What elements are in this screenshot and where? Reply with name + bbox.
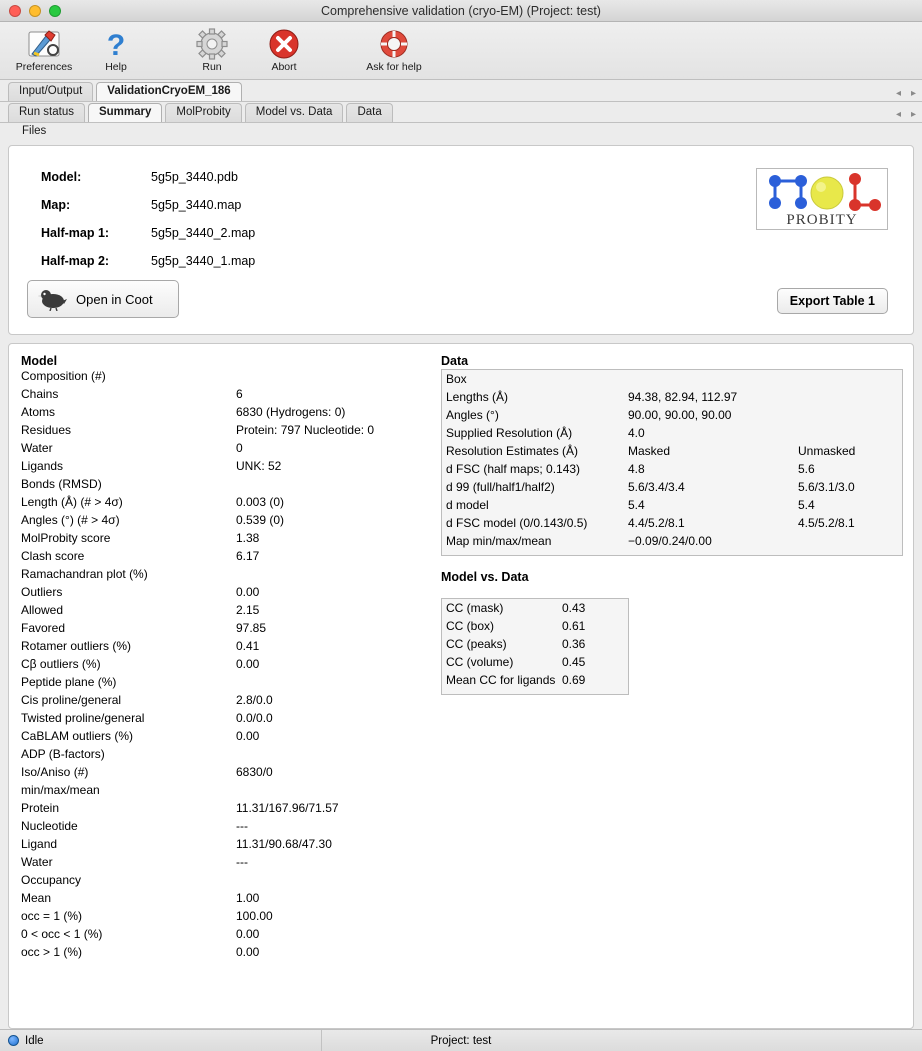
table-row bbox=[21, 603, 431, 621]
row-label: Iso/Aniso (#) bbox=[21, 765, 89, 779]
coot-bird-icon bbox=[38, 287, 68, 311]
row-label: Ligand bbox=[21, 837, 58, 851]
row-value: 0.61 bbox=[562, 619, 586, 633]
row-value: 1.38 bbox=[236, 531, 260, 545]
half-map-1-label: Half-map 1: bbox=[41, 226, 110, 240]
open-in-coot-button[interactable] bbox=[27, 280, 179, 318]
row-label: Mean bbox=[21, 891, 52, 905]
primary-tab-scroll[interactable] bbox=[896, 88, 916, 99]
map-label: Map: bbox=[41, 198, 71, 212]
row-value2: Unmasked bbox=[798, 444, 856, 458]
row-label: Chains bbox=[21, 387, 59, 401]
table-row bbox=[21, 585, 431, 603]
status-bar bbox=[0, 1029, 922, 1051]
table-row bbox=[21, 405, 431, 423]
table-row bbox=[21, 423, 431, 441]
model-vs-data-table bbox=[446, 601, 624, 691]
help-icon bbox=[80, 26, 152, 62]
table-row bbox=[21, 369, 431, 387]
table-row bbox=[446, 408, 898, 426]
table-row bbox=[446, 444, 898, 462]
row-value: 5.6/3.4/3.4 bbox=[628, 480, 685, 494]
help-button[interactable] bbox=[80, 24, 152, 73]
row-value2 bbox=[798, 372, 898, 390]
table-row bbox=[446, 637, 624, 655]
table-row bbox=[21, 693, 431, 711]
scroll-left-icon[interactable]: ◂ bbox=[895, 109, 901, 120]
close-window-button[interactable] bbox=[9, 5, 21, 17]
zoom-window-button[interactable] bbox=[49, 5, 61, 17]
run-label: Run bbox=[202, 61, 222, 73]
table-row bbox=[446, 372, 898, 390]
row-value: 0.00 bbox=[236, 945, 260, 959]
row-label: Angles (°) bbox=[446, 408, 499, 422]
table-row bbox=[21, 909, 431, 927]
table-row bbox=[21, 819, 431, 837]
table-row bbox=[446, 655, 624, 673]
row-label: CC (box) bbox=[446, 619, 495, 633]
table-row bbox=[41, 254, 255, 280]
preferences-icon bbox=[8, 26, 80, 62]
row-value: 5.4 bbox=[628, 498, 645, 512]
row-value bbox=[236, 747, 431, 765]
table-row bbox=[21, 459, 431, 477]
export-table-button[interactable]: Export Table 1 bbox=[777, 288, 888, 314]
row-label: Resolution Estimates (Å) bbox=[446, 444, 579, 458]
row-value bbox=[628, 372, 798, 390]
status-divider bbox=[321, 1030, 322, 1051]
table-row bbox=[21, 891, 431, 909]
tab-summary[interactable]: Summary bbox=[88, 103, 162, 122]
table-row bbox=[21, 837, 431, 855]
svg-text:?: ? bbox=[106, 29, 126, 61]
row-label: Water bbox=[21, 441, 53, 455]
table-row bbox=[21, 873, 431, 891]
row-value2: 4.5/5.2/8.1 bbox=[798, 516, 855, 530]
row-value: 0.00 bbox=[236, 585, 260, 599]
data-section-title: Data bbox=[441, 354, 469, 368]
row-value: 4.8 bbox=[628, 462, 645, 476]
open-in-coot-label: Open in Coot bbox=[76, 291, 153, 307]
table-row bbox=[446, 390, 898, 408]
table-row bbox=[21, 675, 431, 693]
row-label: Clash score bbox=[21, 549, 85, 563]
table-row bbox=[21, 441, 431, 459]
row-value: 6830 (Hydrogens: 0) bbox=[236, 405, 346, 419]
row-value: Masked bbox=[628, 444, 671, 458]
table-row bbox=[21, 747, 431, 765]
row-label: Atoms bbox=[21, 405, 56, 419]
row-label: Allowed bbox=[21, 603, 64, 617]
tab-data[interactable]: Data bbox=[346, 103, 392, 122]
row-value bbox=[236, 567, 431, 585]
status-project: Project: test bbox=[430, 1034, 492, 1047]
table-row bbox=[446, 462, 898, 480]
window-title: Comprehensive validation (cryo-EM) (Project: test) bbox=[321, 3, 601, 18]
row-value: --- bbox=[236, 855, 248, 869]
model-vs-data-section-title: Model vs. Data bbox=[441, 570, 529, 584]
row-value2 bbox=[798, 390, 898, 408]
row-label: Lengths (Å) bbox=[446, 390, 509, 404]
row-label: 0 < occ < 1 (%) bbox=[21, 927, 103, 941]
abort-button[interactable] bbox=[248, 24, 320, 73]
row-value: 1.00 bbox=[236, 891, 260, 905]
model-table bbox=[21, 369, 431, 963]
row-label: Box bbox=[446, 372, 467, 386]
preferences-label: Preferences bbox=[15, 61, 73, 73]
help-label: Help bbox=[105, 61, 127, 73]
row-label: CC (volume) bbox=[446, 655, 514, 669]
row-label: occ = 1 (%) bbox=[21, 909, 83, 923]
row-label: Mean CC for ligands bbox=[446, 673, 556, 687]
row-label: ADP (B-factors) bbox=[21, 747, 105, 761]
row-value: 0.00 bbox=[236, 657, 260, 671]
row-value: 2.15 bbox=[236, 603, 260, 617]
row-value: 6830/0 bbox=[236, 765, 273, 779]
tab-run-status[interactable]: Run status bbox=[8, 103, 85, 122]
molprobity-logo-icon bbox=[757, 169, 887, 229]
row-label: CC (mask) bbox=[446, 601, 504, 615]
table-row bbox=[446, 498, 898, 516]
table-row bbox=[21, 495, 431, 513]
row-label: Length (Å) (# > 4σ) bbox=[21, 495, 123, 509]
row-label: CC (peaks) bbox=[446, 637, 507, 651]
row-value: 0.0/0.0 bbox=[236, 711, 273, 725]
run-gear-icon bbox=[176, 26, 248, 62]
minimize-window-button[interactable] bbox=[29, 5, 41, 17]
table-row bbox=[446, 516, 898, 534]
table-row bbox=[21, 549, 431, 567]
row-label: Angles (°) (# > 4σ) bbox=[21, 513, 120, 527]
scroll-right-icon[interactable]: ▸ bbox=[910, 88, 916, 99]
tab-model-vs-data[interactable]: Model vs. Data bbox=[245, 103, 344, 122]
status-text: Idle bbox=[25, 1034, 44, 1047]
table-row bbox=[446, 619, 624, 637]
molprobity-logo bbox=[756, 168, 888, 230]
row-label: Map min/max/mean bbox=[446, 534, 552, 548]
files-section-label: Files bbox=[0, 123, 922, 141]
row-value: 0.00 bbox=[236, 927, 260, 941]
table-row bbox=[21, 639, 431, 657]
data-column bbox=[441, 354, 903, 1028]
map-value: 5g5p_3440.map bbox=[151, 198, 242, 212]
status-led-icon bbox=[8, 1035, 19, 1046]
table-row bbox=[21, 657, 431, 675]
row-label: Outliers bbox=[21, 585, 63, 599]
model-vs-data-box bbox=[441, 598, 629, 695]
row-value: 6.17 bbox=[236, 549, 260, 563]
files-panel bbox=[8, 145, 914, 335]
ask-for-help-label: Ask for help bbox=[366, 61, 422, 73]
table-row bbox=[21, 783, 431, 801]
row-value: 11.31/167.96/71.57 bbox=[236, 801, 339, 815]
row-label: Supplied Resolution (Å) bbox=[446, 426, 573, 440]
lifering-icon bbox=[346, 26, 442, 62]
row-label: Nucleotide bbox=[21, 819, 78, 833]
table-row bbox=[446, 673, 624, 691]
ask-for-help-button[interactable] bbox=[346, 24, 442, 73]
row-label: Occupancy bbox=[21, 873, 82, 887]
row-value2 bbox=[798, 534, 898, 552]
row-value: --- bbox=[236, 819, 248, 833]
row-label: min/max/mean bbox=[21, 783, 100, 797]
row-label: Cis proline/general bbox=[21, 693, 122, 707]
row-label: Composition (#) bbox=[21, 369, 106, 383]
abort-label: Abort bbox=[271, 61, 297, 73]
row-value: 0.003 (0) bbox=[236, 495, 285, 509]
tab-validationcryoem[interactable]: ValidationCryoEM_186 bbox=[96, 82, 241, 101]
table-row bbox=[21, 513, 431, 531]
row-value: 4.4/5.2/8.1 bbox=[628, 516, 685, 530]
table-row bbox=[446, 426, 898, 444]
table-row bbox=[21, 531, 431, 549]
row-value2 bbox=[798, 426, 898, 444]
row-value: 0.41 bbox=[236, 639, 260, 653]
table-row bbox=[446, 534, 898, 552]
model-label: Model: bbox=[41, 170, 82, 184]
row-value2 bbox=[798, 408, 898, 426]
half-map-2-value: 5g5p_3440_1.map bbox=[151, 254, 256, 268]
row-value bbox=[236, 783, 431, 801]
row-label: Ligands bbox=[21, 459, 64, 473]
row-value: 0.69 bbox=[562, 673, 586, 687]
row-value: 0.539 (0) bbox=[236, 513, 285, 527]
row-label: d 99 (full/half1/half2) bbox=[446, 480, 555, 494]
files-table bbox=[39, 168, 257, 282]
table-row bbox=[21, 711, 431, 729]
row-label: Peptide plane (%) bbox=[21, 675, 117, 689]
table-row bbox=[21, 945, 431, 963]
scroll-left-icon[interactable]: ◂ bbox=[895, 88, 901, 99]
table-row bbox=[21, 801, 431, 819]
table-row bbox=[21, 477, 431, 495]
row-value: Protein: 797 Nucleotide: 0 bbox=[236, 423, 375, 437]
title-bar bbox=[0, 0, 922, 22]
row-label: Rotamer outliers (%) bbox=[21, 639, 132, 653]
table-row bbox=[21, 387, 431, 405]
table-row bbox=[41, 170, 255, 196]
table-row bbox=[41, 198, 255, 224]
scroll-right-icon[interactable]: ▸ bbox=[910, 109, 916, 120]
row-label: d model bbox=[446, 498, 489, 512]
run-button[interactable] bbox=[176, 24, 248, 73]
row-value: 11.31/90.68/47.30 bbox=[236, 837, 332, 851]
model-section-title: Model bbox=[21, 354, 58, 368]
window-controls bbox=[0, 5, 61, 17]
row-value2: 5.4 bbox=[798, 498, 815, 512]
tab-molprobity[interactable]: MolProbity bbox=[165, 103, 241, 122]
model-value: 5g5p_3440.pdb bbox=[151, 170, 238, 184]
row-value: 90.00, 90.00, 90.00 bbox=[628, 408, 732, 422]
row-label: Twisted proline/general bbox=[21, 711, 145, 725]
table-row bbox=[446, 480, 898, 498]
row-value: 0.45 bbox=[562, 655, 586, 669]
table-row bbox=[21, 729, 431, 747]
preferences-button[interactable] bbox=[8, 24, 80, 73]
row-value bbox=[236, 369, 431, 387]
row-label: MolProbity score bbox=[21, 531, 111, 545]
primary-tabstrip bbox=[0, 80, 922, 102]
model-section bbox=[21, 354, 431, 1028]
row-value: 0.36 bbox=[562, 637, 586, 651]
row-label: Water bbox=[21, 855, 53, 869]
data-table bbox=[446, 372, 898, 552]
row-value bbox=[236, 477, 431, 495]
row-label: Cβ outliers (%) bbox=[21, 657, 101, 671]
row-value: 0 bbox=[236, 441, 243, 455]
row-label: Residues bbox=[21, 423, 72, 437]
row-label: occ > 1 (%) bbox=[21, 945, 83, 959]
half-map-1-value: 5g5p_3440_2.map bbox=[151, 226, 256, 240]
row-value: UNK: 52 bbox=[236, 459, 282, 473]
row-value: 4.0 bbox=[628, 426, 645, 440]
row-label: Favored bbox=[21, 621, 66, 635]
table-row bbox=[21, 567, 431, 585]
secondary-tab-scroll[interactable] bbox=[896, 109, 916, 120]
row-value: 6 bbox=[236, 387, 243, 401]
half-map-2-label: Half-map 2: bbox=[41, 254, 110, 268]
row-label: d FSC model (0/0.143/0.5) bbox=[446, 516, 588, 530]
row-value: 2.8/0.0 bbox=[236, 693, 273, 707]
table-row bbox=[41, 226, 255, 252]
main-toolbar bbox=[0, 22, 922, 80]
tab-input-output[interactable]: Input/Output bbox=[8, 82, 93, 101]
row-label: Bonds (RMSD) bbox=[21, 477, 102, 491]
row-value2: 5.6 bbox=[798, 462, 815, 476]
row-value: 0.43 bbox=[562, 601, 586, 615]
row-value: 94.38, 82.94, 112.97 bbox=[628, 390, 738, 404]
row-label: d FSC (half maps; 0.143) bbox=[446, 462, 581, 476]
secondary-tabstrip bbox=[0, 102, 922, 123]
status-left bbox=[0, 1035, 44, 1047]
table-row bbox=[21, 621, 431, 639]
table-row bbox=[446, 601, 624, 619]
svg-text:PROBITY: PROBITY bbox=[786, 212, 858, 228]
row-value: 97.85 bbox=[236, 621, 267, 635]
data-section-box bbox=[441, 369, 903, 556]
row-label: CaBLAM outliers (%) bbox=[21, 729, 134, 743]
summary-panel bbox=[8, 343, 914, 1029]
row-value: −0.09/0.24/0.00 bbox=[628, 534, 712, 548]
row-label: Ramachandran plot (%) bbox=[21, 567, 148, 581]
abort-icon bbox=[248, 26, 320, 62]
table-row bbox=[21, 765, 431, 783]
row-value bbox=[236, 675, 431, 693]
row-value: 0.00 bbox=[236, 729, 260, 743]
row-value bbox=[236, 873, 431, 891]
table-row bbox=[21, 855, 431, 873]
row-value2: 5.6/3.1/3.0 bbox=[798, 480, 855, 494]
row-label: Protein bbox=[21, 801, 60, 815]
row-value: 100.00 bbox=[236, 909, 273, 923]
table-row bbox=[21, 927, 431, 945]
